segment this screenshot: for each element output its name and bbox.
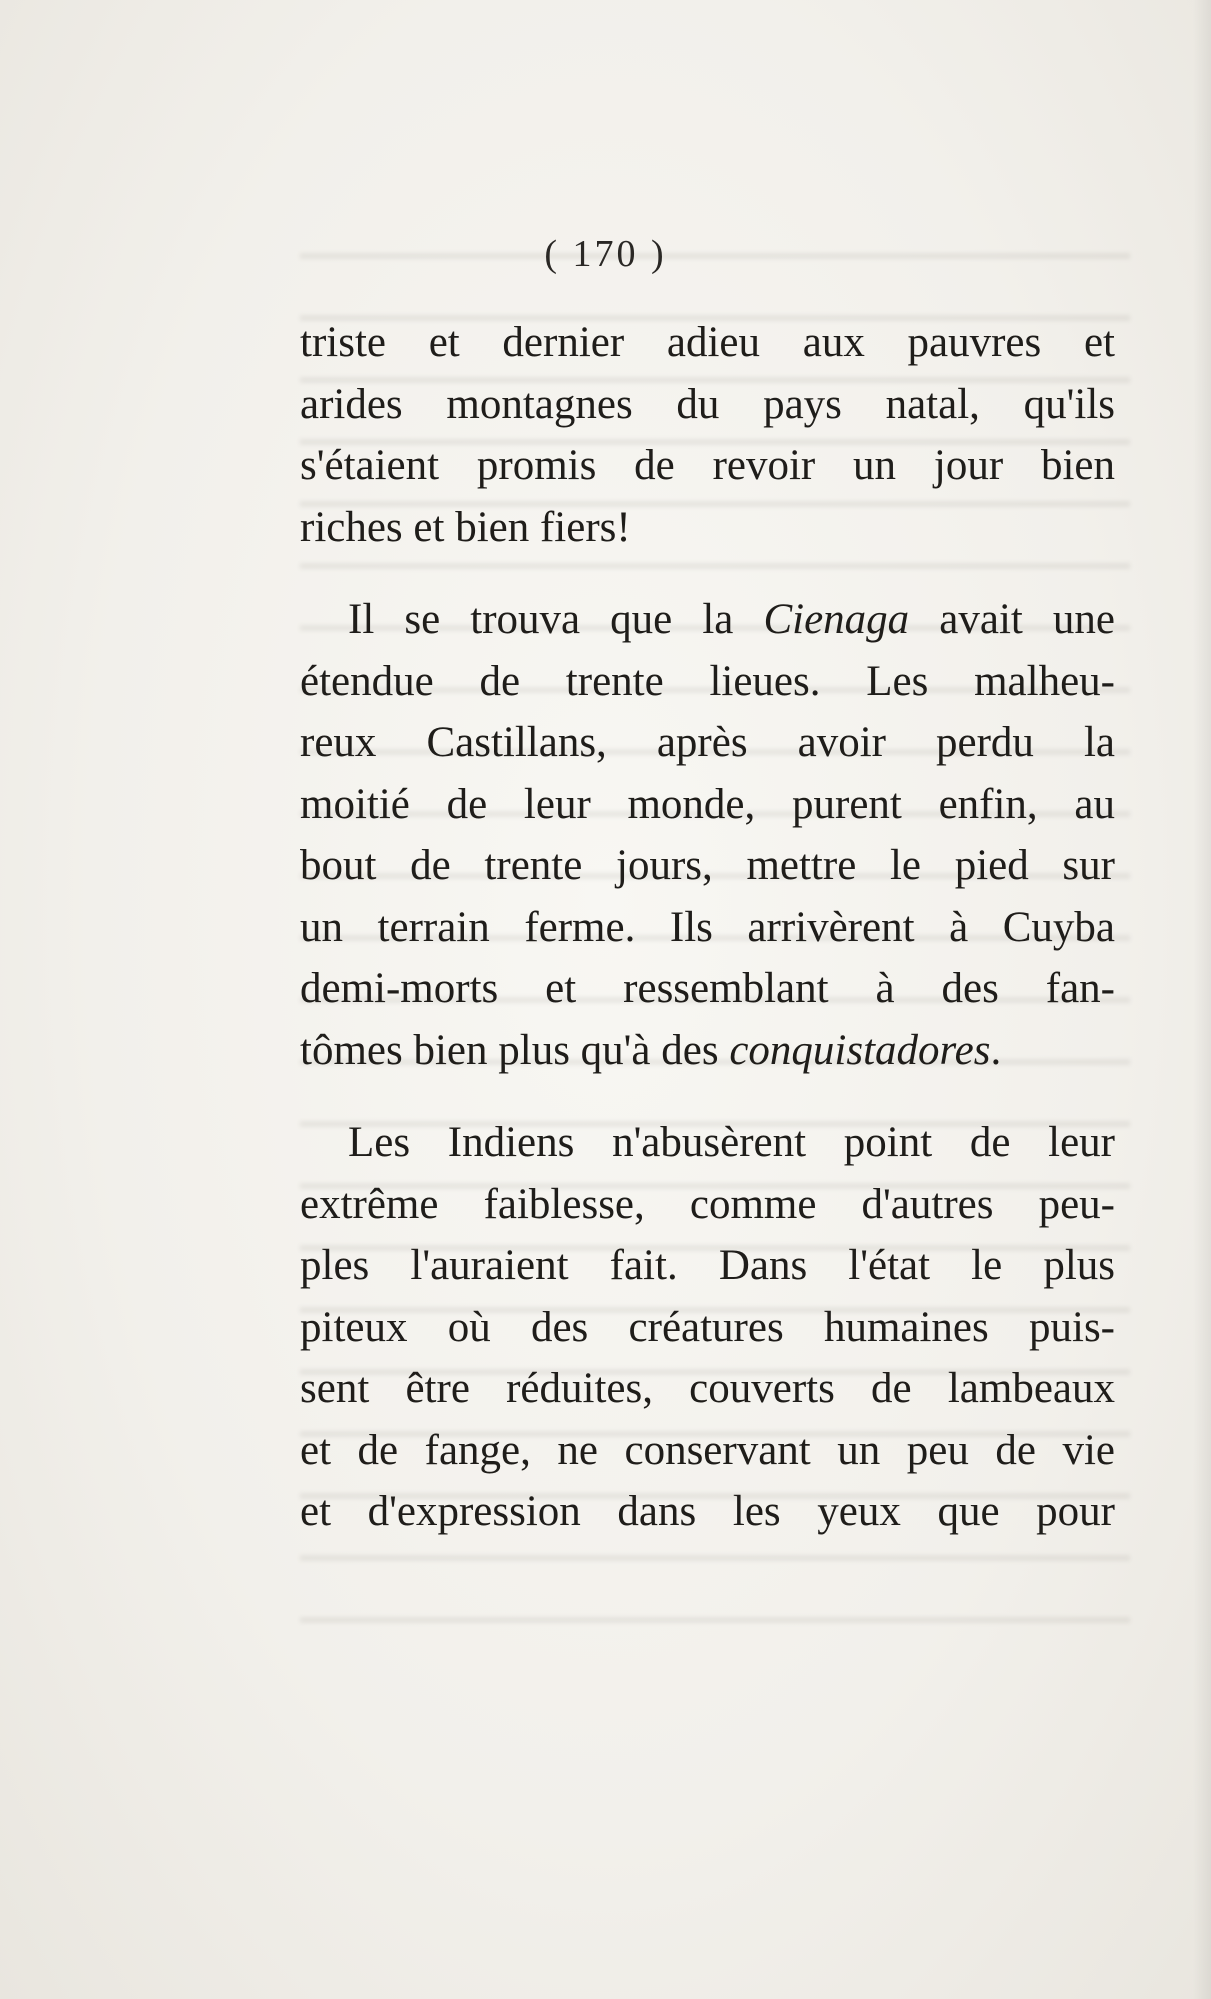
italic-term: conquistadores xyxy=(729,1026,991,1074)
body-text xyxy=(300,312,1115,1543)
paragraph-indiens xyxy=(300,1112,1115,1543)
text-line: tômes bien plus qu'à des conquistadores. xyxy=(300,1026,1002,1074)
page-edge-shadow xyxy=(1193,0,1211,1999)
text-line: et d'expression dans les yeux que pour xyxy=(300,1488,1115,1535)
text-line: reux Castillans, après avoir perdu la xyxy=(300,719,1115,766)
text-line: bout de trente jours, mettre le pied sur xyxy=(300,842,1115,889)
paragraph-cienaga xyxy=(300,589,1115,1081)
text-line: demi-morts et ressemblant à des fan- xyxy=(300,965,1115,1012)
text-line: s'étaient promis de revoir un jour bien xyxy=(300,442,1115,489)
text-line: triste et dernier adieu aux pauvres et xyxy=(300,319,1115,366)
text-line: sent être réduites, couverts de lambeaux xyxy=(300,1365,1115,1412)
text-line: arides montagnes du pays natal, qu'ils xyxy=(300,380,1115,428)
text-line: ples l'auraient fait. Dans l'état le plus xyxy=(300,1242,1115,1289)
text-line: riches et bien fiers! xyxy=(300,503,631,551)
paragraph-continuation xyxy=(300,312,1115,558)
italic-term: Cienaga xyxy=(763,596,910,643)
text-line: Il se trouva que la Cienaga avait une xyxy=(348,596,1115,643)
text-line: extrême faiblesse, comme d'autres peu- xyxy=(300,1180,1115,1228)
text-line: étendue de trente lieues. Les malheu- xyxy=(300,657,1115,705)
page-number: ( 170 ) xyxy=(544,233,667,275)
text-line: moitié de leur monde, purent enfin, au xyxy=(300,780,1115,828)
text-line: et de fange, ne conservant un peu de vie xyxy=(300,1426,1115,1474)
text-line: piteux où des créatures humaines puis- xyxy=(300,1303,1115,1351)
text-line: un terrain ferme. Ils arrivèrent à Cuyba xyxy=(300,903,1115,951)
text-line: Les Indiens n'abusèrent point de leur xyxy=(348,1119,1115,1166)
